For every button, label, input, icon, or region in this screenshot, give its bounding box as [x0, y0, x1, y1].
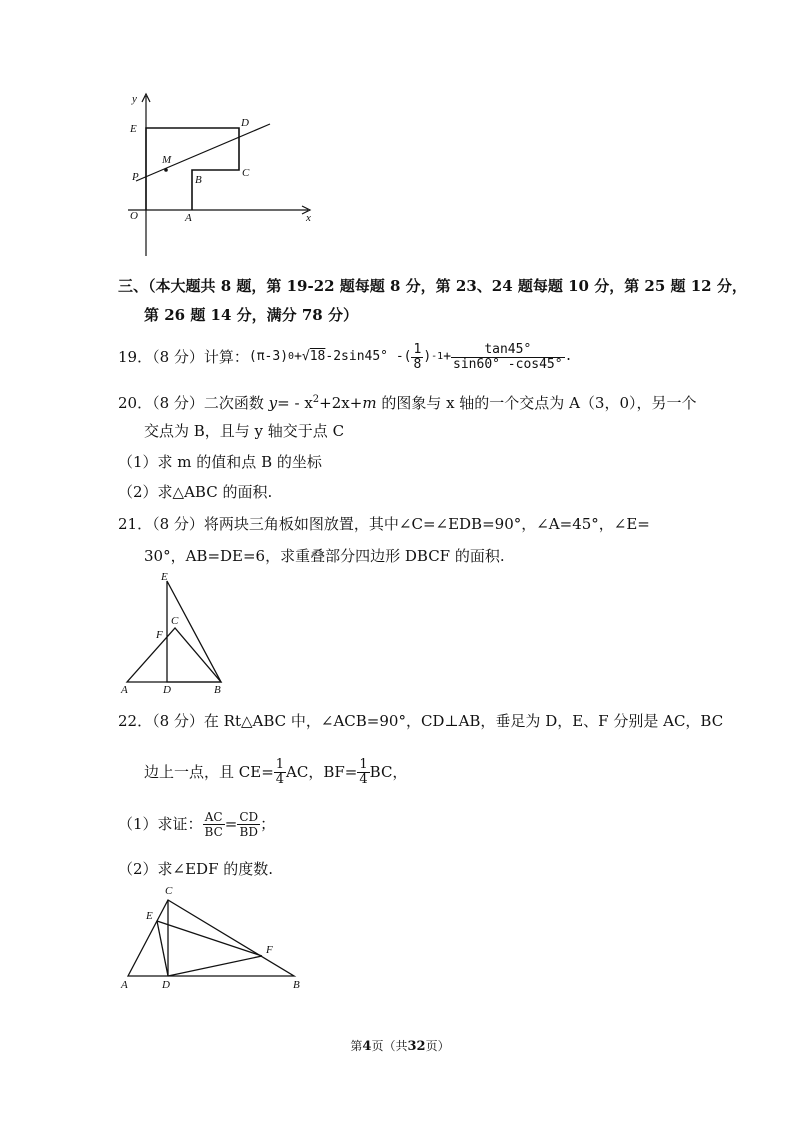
segment-ed: [157, 921, 168, 976]
question-20-line2: 交点为 B，且与 y 轴交于点 C: [144, 422, 345, 440]
label-b: B: [195, 174, 202, 186]
q22-l2-b: AC，BF=: [286, 763, 358, 781]
label-x: x: [306, 212, 311, 224]
q19-sqrt: √18: [301, 349, 326, 364]
q20-l1-c: = - x: [277, 394, 313, 412]
triangle-edb: [167, 581, 221, 682]
q19-sqrt-arg: 18: [309, 349, 326, 364]
q19-label: 19．（8 分）计算：: [118, 348, 249, 366]
q22-frac-cd-bd: [237, 810, 260, 839]
question-22-sub2: （2）求∠EDF 的度数.: [118, 860, 274, 878]
page-footer: [0, 1037, 800, 1054]
line-pd: [136, 124, 270, 181]
figure-q21-triangles: [115, 568, 240, 698]
q20-sup2: 2: [312, 394, 320, 405]
q19-f1-den: 8: [413, 356, 422, 372]
figure-q22-triangle: [112, 880, 312, 995]
fig22-label-d: D: [162, 979, 170, 991]
q22-f-cd: CD: [239, 809, 259, 824]
label-e: E: [130, 123, 137, 135]
q19-f1-num: 1: [413, 341, 422, 357]
fig21-label-d: D: [163, 684, 171, 696]
q20-l1-e: m: [362, 394, 377, 412]
label-a: A: [185, 212, 192, 224]
q22-sub1-end: ；: [260, 815, 276, 833]
label-p: P: [132, 171, 139, 183]
question-21-line1: 21．（8 分）将两块三角板如图放置，其中∠C=∠EDB=90°，∠A=45°，∠E=: [118, 515, 650, 533]
figure-coordinate-diagram: [110, 88, 330, 263]
fig21-label-c: C: [171, 615, 179, 627]
q22-frac1-den: 4: [275, 771, 285, 787]
q22-frac2-num: 1: [359, 756, 368, 772]
fig21-label-a: A: [121, 684, 128, 696]
q19-expr-b: +: [294, 349, 302, 364]
q19-exp-neg1: -1: [431, 351, 444, 362]
q22-frac-2: [357, 758, 369, 787]
q20-l1-b: y: [268, 394, 278, 412]
label-y: y: [132, 93, 137, 105]
fig22-label-e: E: [146, 910, 153, 922]
segment-df: [168, 956, 262, 976]
fig22-label-c: C: [165, 885, 173, 897]
section-heading-cont: 第 26 题 14 分，满分 78 分）: [144, 306, 358, 324]
footer-mid: 页（共: [371, 1039, 408, 1053]
q19-expr-d: ): [423, 349, 432, 364]
section-heading: 三、（本大题共 8 题，第 19-22 题每题 8 分，第 23、24 题每题 10 分，第 25 题 12 分，: [118, 277, 747, 295]
q19-f2-den: sin60° -cos45°: [453, 356, 563, 372]
q22-frac2-den: 4: [359, 771, 368, 787]
label-d: D: [241, 117, 249, 129]
q19-f2-num: tan45°: [451, 343, 565, 358]
fig22-label-a: A: [121, 979, 128, 991]
q19-expr-a: (π-3): [248, 349, 289, 364]
segment-ef: [157, 921, 262, 956]
polygon-oedcba: [146, 128, 239, 210]
q22-f-bc: BC: [204, 824, 223, 839]
triangle-acb: [128, 900, 294, 976]
q22-sub1-eq: =: [224, 815, 238, 833]
question-22-sub1: [118, 804, 275, 844]
question-20-line1: [118, 390, 697, 413]
fig21-label-f: F: [156, 629, 163, 641]
footer-total: 32: [407, 1039, 426, 1054]
q19-expr-e: +: [443, 349, 452, 364]
q19-expr-c: -2sin45° -(: [325, 349, 412, 364]
question-20-sub2: （2）求△ABC 的面积.: [118, 483, 273, 501]
q22-l2-a: 边上一点，且 CE=: [144, 763, 274, 781]
q19-frac-1-8: [411, 343, 423, 372]
q20-l1-a: 20．（8 分）二次函数: [118, 394, 269, 412]
label-m: M: [162, 154, 172, 166]
q19-exp0: 0: [288, 351, 295, 362]
point-m: [164, 168, 168, 172]
q19-end: .: [564, 349, 573, 364]
footer-pre: 第: [350, 1039, 363, 1053]
q22-f-bd: BD: [239, 824, 258, 839]
question-22-line1: 22．（8 分）在 Rt△ABC 中，∠ACB=90°，CD⊥AB，垂足为 D，E、F 分别是 AC，BC: [118, 712, 724, 730]
fig22-label-f: F: [266, 944, 273, 956]
q20-l1-f: 的图象与 x 轴的一个交点为 A（3，0），另一个: [376, 394, 697, 412]
q22-sub1-a: （1）求证：: [118, 815, 203, 833]
question-20-sub1: （1）求 m 的值和点 B 的坐标: [118, 453, 322, 471]
label-o: O: [130, 210, 138, 222]
question-21-line2: 30°，AB=DE=6，求重叠部分四边形 DBCF 的面积.: [144, 547, 505, 565]
q22-frac-ac-bc: [203, 810, 225, 839]
question-22-line2: [144, 752, 407, 792]
q22-l2-c: BC，: [369, 763, 408, 781]
q19-frac-tan: [451, 343, 565, 372]
footer-page: 4: [362, 1039, 372, 1054]
question-19: [118, 340, 572, 374]
fig22-label-b: B: [293, 979, 300, 991]
q20-l1-d: +2x+: [319, 394, 363, 412]
q22-frac-1: [274, 758, 286, 787]
footer-post: 页）: [425, 1039, 450, 1053]
label-c: C: [242, 167, 250, 179]
q22-f-ac: AC: [203, 810, 225, 825]
fig21-label-e: E: [161, 571, 168, 583]
fig21-label-b: B: [214, 684, 221, 696]
q22-frac1-num: 1: [275, 756, 285, 772]
